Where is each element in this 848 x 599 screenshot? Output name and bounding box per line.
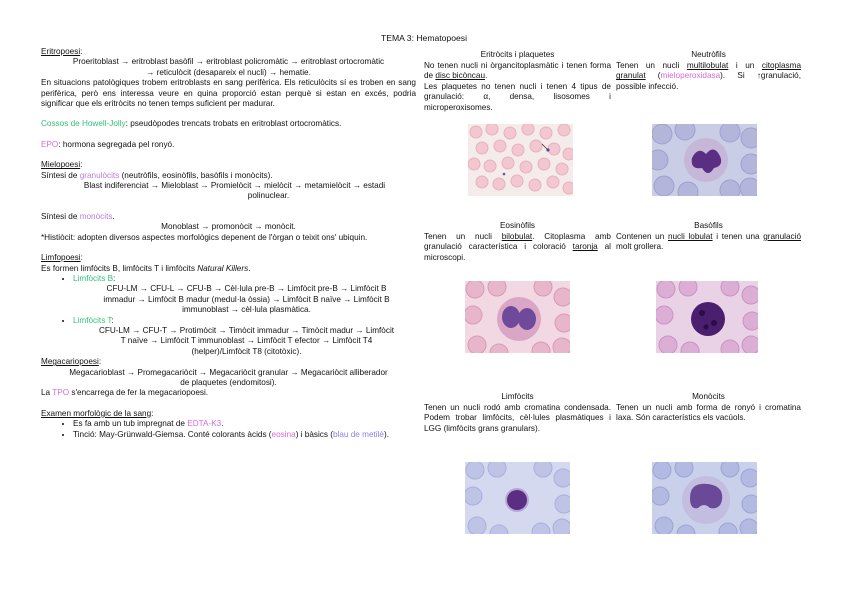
monocits-text: Tenen un nucli amb forma de ronyó i cromatina laxa. Són característics els vacúols. xyxy=(616,403,801,423)
limfocits-t-item: • Limfòcits T: xyxy=(73,316,416,326)
eosinofils-title: Eosinòfils xyxy=(499,221,536,230)
basofils-title: Basòfils xyxy=(694,221,723,230)
limfocits-t-path-2: T naïve → Limfòcit T immunoblast → Limfòcit T efector → Limfòcit T4 xyxy=(120,336,373,346)
eritropoesi-heading: Eritropoesi xyxy=(41,47,81,56)
eritrocits-title: Eritròcits i plaquetes xyxy=(480,50,555,59)
basofils-image xyxy=(656,281,761,353)
basofils-text: Contenen un nucli lobulat i tenen una granulació molt grollera. xyxy=(616,232,801,252)
megacariopoesi-heading: Megacariopoesi xyxy=(41,357,99,367)
limfocits-b-path-3: immunoblast → cèl·lula plasmàtica. xyxy=(182,305,311,315)
edta-term: EDTA-K3 xyxy=(187,419,222,429)
limfocits-b-path-2: immadur → Limfòcit B madur (medul·la òssia) → Limfòcit B naïve → Limfòcit B xyxy=(103,294,390,304)
left-column xyxy=(41,47,416,440)
blau-metile-term: blau de metilè xyxy=(333,429,384,439)
examen-heading: Examen morfològic de la sang xyxy=(41,408,152,418)
neutrofils-text: Tenen un nucli multilobulat i un citoplasma granulat (mieloperoxidasa). Si ↑granulació, possible infecció. xyxy=(616,61,801,91)
eritropoesi-path-2: → reticulòcit (desapareix el nucli) → hematie. xyxy=(146,67,311,77)
limfocits-image xyxy=(465,462,570,534)
eritropoesi-paragraph: En situacions patològiques trobem eritroblasts en sang perifèrica. Els reticulòcits sí es troben en sang perifèrica, però ens interessa veure en quina proporció estan perquè si estan en excés, podria significar que els eritròcits no tenen temps suficient per madurar. xyxy=(41,78,416,109)
mielopoesi-heading: Mielopoesi xyxy=(41,160,81,170)
monocits-term: monòcits xyxy=(79,211,113,221)
monocit-path: Monoblast → promonòcit → monòcit. xyxy=(161,222,296,232)
mielopoesi-path-2: polinuclear. xyxy=(247,191,290,201)
limfocits-title: Limfòcits xyxy=(501,392,534,401)
limfopoesi-heading: Limfopoesi xyxy=(41,253,81,263)
megacariopoesi-path-2: de plaquetes (endomitosi). xyxy=(180,377,277,387)
tpo-term: TPO xyxy=(52,388,70,398)
examen-item-tincio: • Tinció: May-Grünwald-Giemsa. Conté colorants àcids (eosina) i bàsics (blau de metilè). xyxy=(73,430,416,440)
eritropoesi-path-1: Proeritoblast → eritroblast basòfil → eritroblast policromàtic → eritroblast ortocromàtic xyxy=(72,57,385,67)
neutrofils-title: Neutròfils xyxy=(691,50,726,59)
mielopoesi-section: Mielopoesi: Síntesi de granulòcits (neutròfils, eosinòfils, basòfils i monòcits). Blast indiferenciat → Mieloblast → Promielòcit → mielòcit → metamielòcit → estadi polinuclear. Síntesi de monòcits. Monoblast → promonòcit → monòcit. *Histiòcit: adopten diversos aspectes morfològics depenent de l'òrgan o teixit ons' ubiquin. xyxy=(41,160,416,243)
limfocits-b-path-1: CFU-LM → CFU-L → CFU-B → Cèl·lula pre-B → Limfòcit pre-B → Limfòcit B xyxy=(106,284,387,294)
howell-jolly-line: Cossos de Howell-Jolly: pseudòpodes trencats trobats en eritroblast ortocromàtics. xyxy=(41,119,342,129)
monocits-title: Monòcits xyxy=(692,392,725,401)
limfocits-text: Tenen un nucli rodó amb cromatina condensada. Podem trobar limfòcits, cèl·lules plasmàtiques i LGG (limfòcits grans granulars). xyxy=(424,403,611,433)
eosina-term: eosina xyxy=(271,429,296,439)
eritrocits-text: No tenen nucli ni òrgancitoplasmàtic i tenen forma de disc bicòncau. Les plaquetes no tenen nucli i tenen 4 tipus de granulació: α, densa, lisosomes i microperoxisomes. xyxy=(424,61,611,112)
eosinofils-text: Tenen un nucli bilobulat. Citoplasma amb granulació característica i coloració taronja al microscopi. xyxy=(424,232,611,262)
histiocit-note: *Histiòcit: adopten diversos aspectes morfològics depenent de l'òrgan o teixit ons' ubiquin. xyxy=(41,232,368,242)
neutrofils-image xyxy=(652,124,757,196)
limfopoesi-section: Limfopoesi: Es formen limfòcits B, limfòcits T i limfòcits Natural Killers. • Limfòcits B: CFU-LM → CFU-L → CFU-B → Cèl·lula pre-B → Limfòcit pre-B → Limfòcit B immadur → Limfòcit B madur (medul·la òssia) → Limfòcit B naïve → Limfòcit B immunoblast → cèl·lula plasmàtica. • Limfòcits T: CFU-LM → CFU-T → Protimòcit → Timòcit immadur → Timòcit madur → Limfòcit T naïve → Limfòcit T immunoblast → Limfòcit T efector → Limfòcit T4 (helper)/Limfòcit T8 (citotòxic). xyxy=(41,253,416,357)
eritropoesi-section: Eritropoesi: Proeritoblast → eritroblast basòfil → eritroblast policromàtic → eritroblast ortocromàtic → reticulòcit (desapareix el nucli) → hematie. En situacions patològiques trobem eritroblasts en sang perifèrica. Els reticulòcits sí es troben en sang perifèrica, però ens interessa veure en quina proporció estan perquè si estan en excés, podria significar que els eritròcits no tenen temps suficient per madurar. Cossos de Howell-Jolly: pseudòpodes trencats trobats en eritroblast ortocromàtics. EPO: hormona segregada pel ronyó. xyxy=(41,47,416,149)
megacariopoesi-path-1: Megacarioblast → Promegacariòcit → Megacariòcit granular → Megacariòcit alliberador xyxy=(69,367,388,377)
epo-line: EPO: hormona segregada pel ronyó. xyxy=(41,139,175,149)
epo-term: EPO xyxy=(41,139,59,149)
limfocits-t-path-1: CFU-LM → CFU-T → Protimòcit → Timòcit immadur → Timòcit madur → Limfòcit xyxy=(98,325,395,335)
granulocits-term: granulòcits xyxy=(79,170,120,180)
mieloperoxidasa-term: mieloperoxidasa xyxy=(660,71,721,81)
examen-section: Examen morfològic de la sang: • Es fa amb un tub impregnat de EDTA-K3. • Tinció: May-Grünwald-Giemsa. Conté colorants àcids (eosina) i bàsics (blau de metilè). xyxy=(41,409,416,440)
eritrocits-image xyxy=(468,124,573,196)
howell-jolly-term: Cossos de Howell-Jolly xyxy=(41,119,126,129)
limfocits-b-label: Limfòcits B xyxy=(73,273,114,283)
document-title: TEMA 3: Hematopoesi xyxy=(381,33,467,43)
megacariopoesi-section: Megacariopoesi: Megacarioblast → Promegacariòcit → Megacariòcit granular → Megacariòcit alliberador de plaquetes (endomitosi). La TPO s'encarrega de fer la megacariopoesi. xyxy=(41,357,416,399)
mielopoesi-path-1: Blast indiferenciat → Mieloblast → Promielòcit → mielòcit → metamielòcit → estadi xyxy=(83,181,386,191)
monocits-image xyxy=(652,462,757,534)
limfocits-b-item: • Limfòcits B: xyxy=(73,274,416,284)
eosinofils-image xyxy=(465,281,570,353)
examen-item-edta: • Es fa amb un tub impregnat de EDTA-K3. xyxy=(73,419,416,429)
tpo-line: La TPO s'encarrega de fer la megacariopoesi. xyxy=(41,388,209,398)
limfocits-t-path-3: (helper)/Limfòcit T8 (citotòxic). xyxy=(191,346,302,356)
limfocits-t-label: Limfòcits T xyxy=(73,315,112,325)
